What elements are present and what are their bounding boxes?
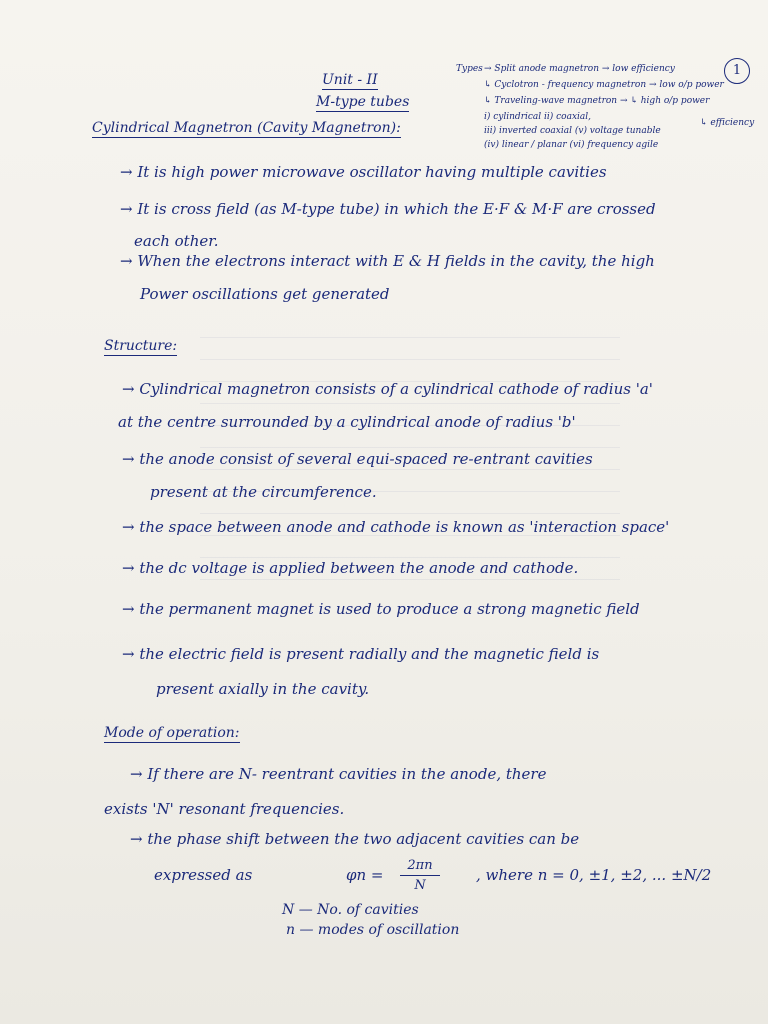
side-note-line: ↳ efficiency (700, 118, 755, 128)
formula-rhs: , where n = 0, ±1, ±2, ... ±N/2 (476, 866, 712, 884)
side-note-line: i) cylindrical ii) coaxial, (484, 112, 592, 122)
text-line: → the phase shift between the two adjacent cavities can be (130, 830, 580, 848)
text-line: → When the electrons interact with E & H fields in the cavity, the high (120, 252, 655, 270)
text-line: expressed as (154, 866, 253, 884)
text-line: → the space between anode and cathode is known as 'interaction space' (122, 518, 670, 536)
text-line: exists 'N' resonant frequencies. (104, 800, 345, 818)
text-line: → the permanent magnet is used to produce a strong magnetic field (122, 600, 640, 618)
formula-lhs: φn = (346, 866, 384, 884)
text-line: each other. (134, 232, 219, 250)
text-line: → If there are N- reentrant cavities in the anode, there (130, 765, 547, 783)
text-line: present at the circumference. (150, 483, 377, 501)
operation-heading: Mode of operation: (104, 725, 240, 741)
text-line: → the electric field is present radially and the magnetic field is (122, 645, 600, 663)
text-line: → It is cross field (as M-type tube) in which the E·F & M·F are crossed (120, 200, 656, 218)
text-line: at the centre surrounded by a cylindrical anode of radius 'b' (118, 413, 576, 431)
formula-fraction (400, 858, 440, 893)
section-heading: Cylindrical Magnetron (Cavity Magnetron): (92, 120, 401, 136)
side-note-line: → Split anode magnetron → low efficiency (484, 64, 675, 74)
text-line: → It is high power microwave oscillator having multiple cavities (120, 163, 607, 181)
formula-denominator: N (414, 878, 426, 893)
side-note-line: (iv) linear / planar (vi) frequency agile (484, 140, 659, 150)
text-line: Power oscillations get generated (140, 285, 390, 303)
page-title: Unit - II (322, 72, 378, 88)
text-line: → Cylindrical magnetron consists of a cylindrical cathode of radius 'a' (122, 380, 653, 398)
types-label: Types (456, 64, 483, 74)
text-line: → the anode consist of several equi-spaced re-entrant cavities (122, 450, 593, 468)
text-line: → the dc voltage is applied between the anode and cathode. (122, 559, 579, 577)
structure-heading: Structure: (104, 338, 178, 354)
side-note-line: ↳ Cyclotron - frequency magnetron → low o/p power (484, 80, 724, 90)
page-subtitle: M-type tubes (316, 94, 410, 110)
side-note-line: iii) inverted coaxial (v) voltage tunable (484, 126, 661, 136)
side-note-line: ↳ Traveling-wave magnetron → ↳ high o/p power (484, 96, 710, 106)
page-number: 1 (724, 58, 750, 84)
text-line: present axially in the cavity. (156, 680, 370, 698)
formula-legend: n — modes of oscillation (286, 922, 460, 938)
formula-legend: N — No. of cavities (282, 902, 419, 918)
formula-numerator: 2πn (400, 858, 440, 876)
